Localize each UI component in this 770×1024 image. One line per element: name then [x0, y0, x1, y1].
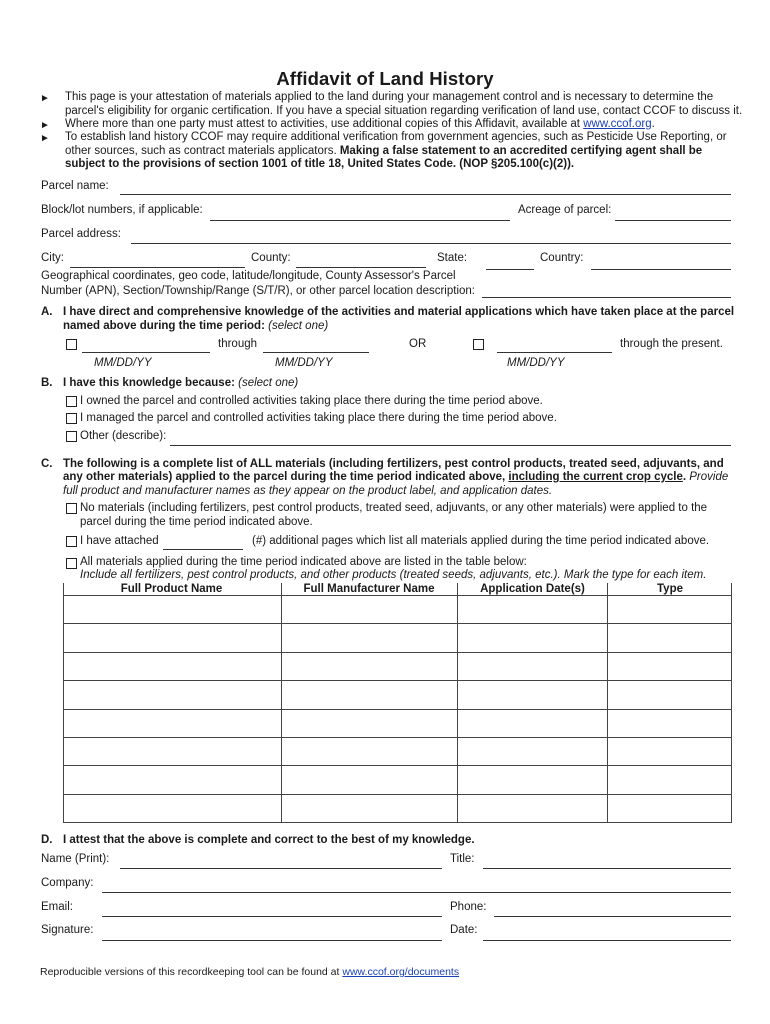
attached-checkbox[interactable]	[66, 536, 77, 547]
table-cell[interactable]	[608, 624, 732, 652]
city-label: City:	[41, 252, 64, 264]
table-cell[interactable]	[64, 737, 282, 765]
date-label: Date:	[450, 924, 478, 936]
section-a-present-date-field[interactable]	[497, 352, 612, 353]
country-field[interactable]	[591, 269, 731, 270]
all-materials-hint: Include all fertilizers, pest control products, and other products (treated seeds, adjuvants, etc.). Mark the type for each item.	[80, 569, 707, 581]
through-present-label: through the present.	[620, 338, 723, 350]
table-cell[interactable]	[64, 766, 282, 794]
block-lot-field[interactable]	[210, 220, 510, 221]
acreage-field[interactable]	[615, 220, 731, 221]
table-cell[interactable]	[608, 709, 732, 737]
table-row	[64, 794, 732, 822]
section-d-letter: D.	[41, 834, 53, 846]
or-label: OR	[409, 338, 427, 350]
section-b-select: (select one)	[238, 377, 299, 389]
signature-field[interactable]	[102, 940, 442, 941]
table-row	[64, 681, 732, 709]
col-header-manufacturer: Full Manufacturer Name	[303, 583, 435, 595]
section-c-line2i: Provide	[689, 471, 729, 483]
table-cell[interactable]	[64, 596, 282, 624]
bullet-2-after: .	[651, 118, 655, 130]
section-a-letter: A.	[41, 306, 53, 318]
section-c-letter: C.	[41, 458, 53, 470]
date-field[interactable]	[483, 940, 731, 941]
table-cell[interactable]	[281, 652, 458, 680]
other-label: Other (describe):	[80, 430, 167, 442]
parcel-address-field[interactable]	[131, 243, 731, 244]
name-label: Name (Print):	[41, 853, 110, 865]
table-cell[interactable]	[458, 766, 608, 794]
geo-field[interactable]	[482, 297, 731, 298]
county-label: County:	[251, 252, 291, 264]
bullet-2-text: Where more than one party must attest to activities, use additional copies of this Affidavit, available at	[65, 118, 584, 130]
bullet-1-text: This page is your attestation of materials applied to the land during your management control and is necessary to determine the parcel's eligibility for organic certification. If you have a special situation regarding verification of land use, contact CCOF to discuss it.	[65, 91, 743, 117]
title-field[interactable]	[483, 868, 731, 869]
table-cell[interactable]	[458, 596, 608, 624]
section-c-line3: full product and manufacturer names as they appear on the product label, and application dates.	[63, 485, 553, 497]
table-cell[interactable]	[281, 624, 458, 652]
table-header-cell	[281, 583, 458, 596]
table-cell[interactable]	[608, 766, 732, 794]
table-cell[interactable]	[608, 737, 732, 765]
table-cell[interactable]	[281, 766, 458, 794]
no-materials-label1: No materials (including fertilizers, pest control products, treated seed, adjuvants, or any other materials) were applied to the	[80, 502, 708, 514]
attached-label: I have attached	[80, 535, 159, 547]
table-cell[interactable]	[64, 624, 282, 652]
parcel-name-field[interactable]	[120, 194, 731, 195]
section-c-line1: The following is a complete list of ALL materials (including fertilizers, pest control products, treated seed, adjuvants, and	[63, 458, 724, 470]
bullet-2	[65, 118, 745, 132]
block-lot-label: Block/lot numbers, if applicable:	[41, 204, 203, 216]
table-cell[interactable]	[281, 709, 458, 737]
parcel-name-label: Parcel name:	[41, 180, 109, 192]
geo-label-line1: Geographical coordinates, geo code, latitude/longitude, County Assessor's Parcel	[41, 270, 456, 282]
section-c-line2	[63, 471, 728, 483]
phone-label: Phone:	[450, 901, 487, 913]
table-cell[interactable]	[281, 794, 458, 822]
table-cell[interactable]	[608, 794, 732, 822]
table-row	[64, 652, 732, 680]
email-field[interactable]	[102, 916, 442, 917]
table-row	[64, 709, 732, 737]
acreage-label: Acreage of parcel:	[518, 204, 612, 216]
section-d-text: I attest that the above is complete and correct to the best of my knowledge.	[63, 834, 475, 846]
owned-checkbox[interactable]	[66, 396, 77, 407]
footer-text: Reproducible versions of this recordkeeping tool can be found at	[40, 966, 343, 978]
section-c-line2a: any other materials) applied to the parcel during the time period indicated above,	[63, 471, 509, 483]
all-materials-label: All materials applied during the time period indicated above are listed in the table below:	[80, 556, 527, 568]
footer	[40, 966, 459, 978]
other-checkbox[interactable]	[66, 431, 77, 442]
table-cell[interactable]	[281, 596, 458, 624]
section-a-text1: I have direct and comprehensive knowledge of the activities and material applications which have taken place at the parcel	[63, 306, 735, 318]
section-a-from-checkbox[interactable]	[66, 339, 77, 350]
geo-label-line2: Number (APN), Section/Township/Range (S/T/R), or other parcel location description:	[41, 285, 475, 297]
section-c-line2b: .	[682, 471, 690, 483]
table-cell[interactable]	[458, 624, 608, 652]
table-cell[interactable]	[458, 737, 608, 765]
bullet-arrow-icon: ►	[40, 133, 50, 144]
table-cell[interactable]	[458, 794, 608, 822]
table-cell[interactable]	[458, 652, 608, 680]
ccof-link[interactable]: www.ccof.org	[583, 118, 652, 130]
table-cell[interactable]	[64, 681, 282, 709]
through-label: through	[218, 338, 258, 350]
all-materials-checkbox[interactable]	[66, 558, 77, 569]
table-cell[interactable]	[64, 794, 282, 822]
parcel-address-label: Parcel address:	[41, 228, 121, 240]
table-cell[interactable]	[608, 596, 732, 624]
section-b-heading	[63, 377, 298, 389]
table-header-cell	[458, 583, 608, 596]
table-header-cell	[64, 583, 282, 596]
table-row	[64, 737, 732, 765]
section-a-select: (select one)	[268, 320, 329, 332]
bullet-arrow-icon: ►	[40, 120, 50, 131]
owned-label: I owned the parcel and controlled activities taking place there during the time period above.	[80, 395, 543, 407]
email-label: Email:	[41, 901, 73, 913]
phone-field[interactable]	[494, 916, 731, 917]
table-cell[interactable]	[458, 681, 608, 709]
section-a-text2: named above during the time period:	[63, 320, 269, 332]
table-row	[64, 624, 732, 652]
section-a-from-date-field[interactable]	[82, 352, 210, 353]
date-format-hint: MM/DD/YY	[507, 357, 565, 369]
col-header-dates: Application Date(s)	[480, 583, 585, 595]
section-b-letter: B.	[41, 377, 53, 389]
no-materials-checkbox[interactable]	[66, 503, 77, 514]
county-field[interactable]	[296, 267, 426, 268]
col-header-product: Full Product Name	[120, 583, 223, 595]
section-c-line2u: including the current crop cycle	[508, 471, 683, 483]
col-header-type: Type	[657, 583, 683, 595]
table-cell[interactable]	[608, 681, 732, 709]
country-label: Country:	[540, 252, 584, 264]
attached-pages-field[interactable]	[163, 549, 243, 550]
table-cell[interactable]	[608, 652, 732, 680]
table-cell[interactable]	[458, 709, 608, 737]
company-label: Company:	[41, 877, 94, 889]
bullet-3-bold: Making a false statement to an accredited certifying agent shall be subject to the provisions of section 1001 of title 18, United States Code. (NOP §205.100(c)(2)).	[65, 144, 703, 170]
table-header-cell	[608, 583, 732, 596]
table-header-row	[64, 583, 732, 596]
bullet-3-text: To establish land history CCOF may require additional verification from government agencies, such as Pesticide Use Reporting, or other sources, such as contract materials applicators.	[65, 131, 727, 157]
name-field[interactable]	[120, 868, 442, 869]
materials-table	[63, 583, 732, 823]
no-materials-label2: parcel during the time period indicated above.	[80, 516, 313, 528]
table-cell[interactable]	[64, 709, 282, 737]
table-cell[interactable]	[281, 737, 458, 765]
page-title: Affidavit of Land History	[276, 68, 494, 89]
signature-label: Signature:	[41, 924, 94, 936]
title-label: Title:	[450, 853, 475, 865]
managed-checkbox[interactable]	[66, 413, 77, 424]
date-format-hint: MM/DD/YY	[94, 357, 152, 369]
attached-label2: (#) additional pages which list all materials applied during the time period indicated above.	[252, 535, 710, 547]
table-row	[64, 766, 732, 794]
company-field[interactable]	[102, 892, 731, 893]
section-b-text: I have this knowledge because:	[63, 377, 239, 389]
table-cell[interactable]	[281, 681, 458, 709]
section-a-present-checkbox[interactable]	[473, 339, 484, 350]
state-field[interactable]	[486, 269, 534, 270]
footer-link[interactable]: www.ccof.org/documents	[342, 966, 460, 978]
table-row	[64, 596, 732, 624]
bullet-3	[65, 131, 745, 172]
section-a-to-date-field[interactable]	[263, 352, 369, 353]
table-cell[interactable]	[64, 652, 282, 680]
bullet-arrow-icon: ►	[40, 93, 50, 104]
state-label: State:	[437, 252, 468, 264]
section-a-line2	[63, 320, 328, 332]
city-field[interactable]	[70, 267, 245, 268]
other-describe-field[interactable]	[170, 445, 731, 446]
date-format-hint: MM/DD/YY	[275, 357, 333, 369]
managed-label: I managed the parcel and controlled activities taking place there during the time period above.	[80, 412, 557, 424]
